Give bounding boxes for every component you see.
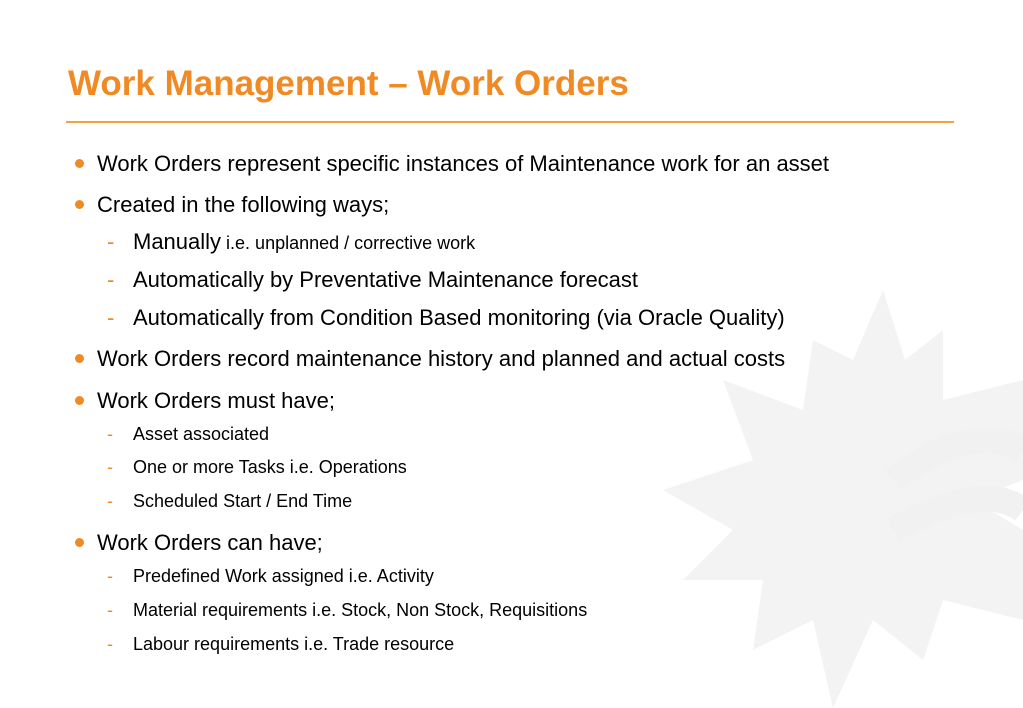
bullet-item	[97, 388, 335, 414]
dash-icon: -	[107, 491, 113, 511]
bullet-icon	[75, 200, 84, 209]
bullet-item	[97, 192, 389, 218]
bullet-icon	[75, 159, 84, 168]
bullet-icon	[75, 354, 84, 363]
sub-bullet-text: One or more Tasks i.e. Operations	[133, 457, 407, 477]
bullet-item	[97, 530, 323, 556]
dash-icon: -	[107, 457, 113, 477]
sub-bullet-item	[107, 457, 407, 478]
title-underline	[66, 121, 954, 123]
bullet-icon	[75, 538, 84, 547]
dash-icon: -	[107, 424, 113, 444]
sub-bullet-item	[107, 424, 270, 445]
slide-title: Work Management – Work Orders	[68, 64, 629, 103]
sub-bullet-text: Asset associated	[133, 424, 270, 444]
sub-bullet-item	[107, 267, 639, 293]
bullet-text: Work Orders represent specific instances of Maintenance work for an asset	[97, 151, 830, 176]
sub-bullet-text: Manually	[133, 229, 222, 254]
sub-bullet-text: Predefined Work assigned i.e. Activity	[133, 566, 434, 586]
sub-bullet-item	[107, 600, 588, 621]
bullet-text: Work Orders record maintenance history and planned and actual costs	[97, 346, 786, 371]
bullet-text: Created in the following ways;	[97, 192, 390, 217]
sub-bullet-text: Automatically by Preventative Maintenance forecast	[133, 267, 639, 292]
bullet-item	[97, 346, 785, 372]
dash-icon: -	[107, 634, 113, 654]
bullet-text: Work Orders can have;	[97, 530, 323, 555]
sub-bullet-suffix: i.e. unplanned / corrective work	[221, 233, 476, 253]
dash-icon: -	[107, 566, 113, 586]
sub-bullet-item	[107, 305, 785, 331]
sub-bullet-text: Scheduled Start / End Time	[133, 491, 353, 511]
sub-bullet-text: Labour requirements i.e. Trade resource	[133, 634, 455, 654]
sub-bullet-text: Material requirements i.e. Stock, Non Stock, Requisitions	[133, 600, 588, 620]
bullet-item	[97, 151, 829, 177]
dash-icon: -	[107, 267, 115, 292]
dash-icon: -	[107, 600, 113, 620]
sub-bullet-item	[107, 566, 434, 587]
sub-bullet-item	[107, 229, 476, 255]
dash-icon: -	[107, 229, 115, 254]
sub-bullet-item	[107, 491, 353, 512]
sub-bullet-item	[107, 634, 455, 655]
bullet-text: Work Orders must have;	[97, 388, 335, 413]
dash-icon: -	[107, 305, 115, 330]
sub-bullet-text: Automatically from Condition Based monitoring (via Oracle Quality)	[133, 305, 785, 330]
bullet-icon	[75, 396, 84, 405]
